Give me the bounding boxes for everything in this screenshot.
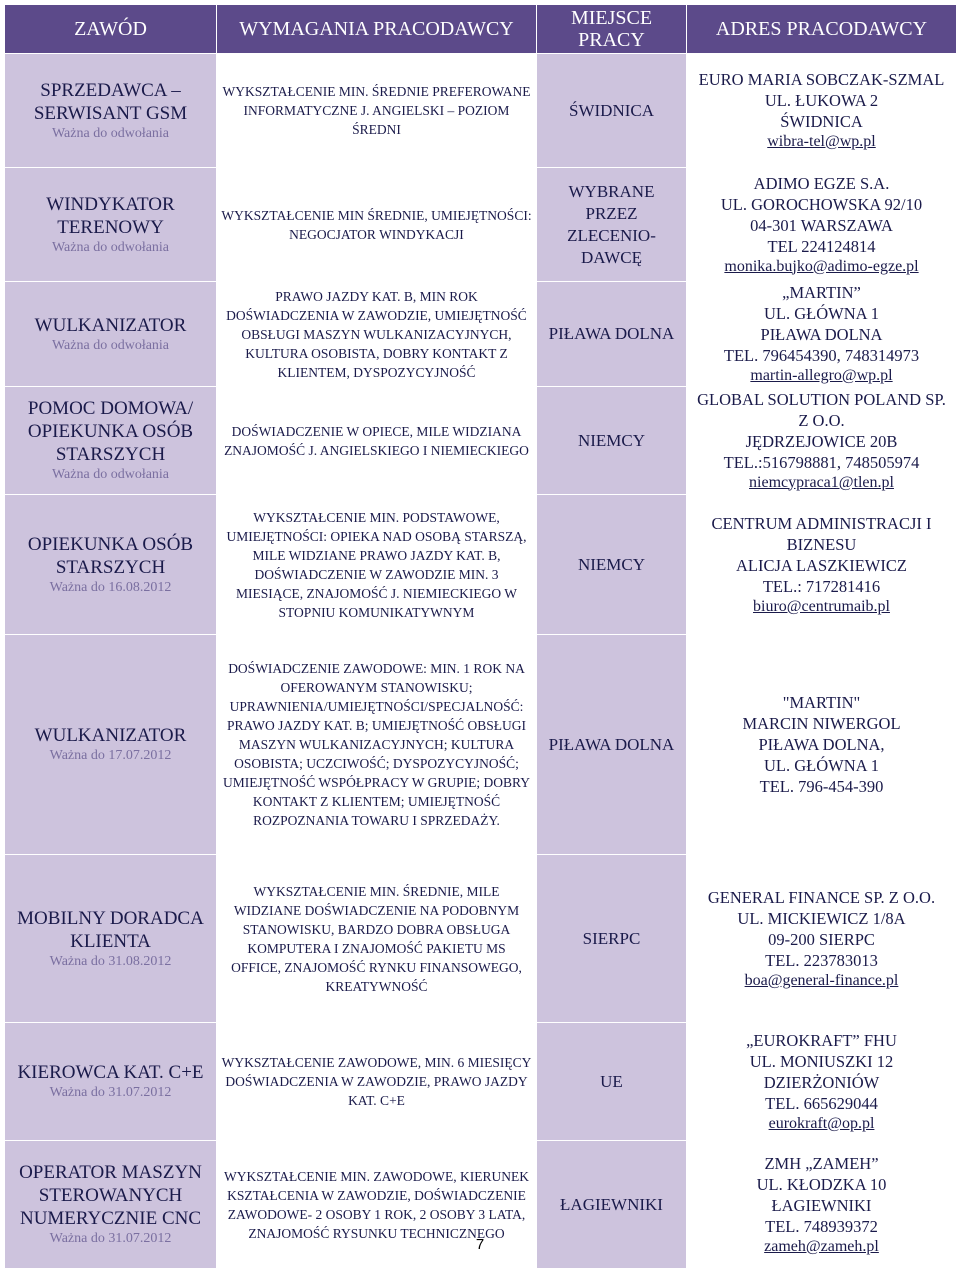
employer-line: TEL. 665629044 xyxy=(765,1093,878,1113)
employer-line: TEL. 796-454-390 xyxy=(759,777,884,796)
header-job: ZAWÓD xyxy=(5,5,217,54)
employer-line: TEL. 748939372 xyxy=(765,1216,878,1236)
employer-line: UL. ŁUKOWA 2 xyxy=(764,91,879,110)
employer-line: ADIMO EGZE S.A. xyxy=(753,173,890,193)
employer-cell xyxy=(687,387,957,495)
employer-line: „MARTIN” xyxy=(782,283,861,302)
location-text: WYBRANE PRZEZ ZLECENIO-DAWCĘ xyxy=(567,181,656,267)
validity-note: Ważna do 31.07.2012 xyxy=(49,1231,172,1246)
validity-note: Ważna do odwołania xyxy=(51,239,170,255)
requirements-cell xyxy=(217,855,537,1023)
job-title: POMOC DOMOWA/ OPIEKUNKA OSÓB STARSZYCH xyxy=(27,398,194,465)
requirement-text: WYKSZTAŁCENIE ZAWODOWE, MIN. 6 MIESIĘCY DOŚWIADCZENIA W ZAWODZIE, PRAWO JAZDY KAT. C+E xyxy=(221,1055,532,1108)
table-header-row xyxy=(5,5,957,54)
job-cell xyxy=(5,1141,217,1269)
job-title: OPERATOR MASZYN STEROWANYCH NUMERYCZNIE CNC xyxy=(19,1162,202,1229)
location-text: SIERPC xyxy=(582,928,641,948)
employer-line: PIŁAWA DOLNA xyxy=(760,325,883,344)
employer-line: TEL. 796454390, 748314973 xyxy=(723,346,920,365)
location-text: ŁAGIEWNIKI xyxy=(560,1194,663,1214)
validity-note: Ważna do 16.08.2012 xyxy=(49,579,172,595)
job-title: WULKANIZATOR xyxy=(34,725,187,746)
table-row xyxy=(5,635,957,855)
location-text: PIŁAWA DOLNA xyxy=(548,734,675,754)
employer-line: UL. MONIUSZKI 12 xyxy=(749,1051,894,1071)
employer-cell xyxy=(687,855,957,1023)
location-text: UE xyxy=(600,1071,623,1091)
employer-email-link[interactable]: martin-allegro@wp.pl xyxy=(750,367,893,384)
employer-line: 09-200 SIERPC xyxy=(768,929,875,949)
location-text: NIEMCY xyxy=(577,430,646,450)
validity-note: Ważna do 31.07.2012 xyxy=(49,1085,172,1100)
location-cell xyxy=(537,855,687,1023)
employer-cell xyxy=(687,495,957,635)
employer-line: ALICJA LASZKIEWICZ xyxy=(736,555,907,575)
employer-line: UL. KŁODZKA 10 xyxy=(756,1174,887,1194)
employer-line: JĘDRZEJOWICE 20B xyxy=(745,431,898,451)
job-title: WULKANIZATOR xyxy=(34,314,187,336)
validity-note: Ważna do odwołania xyxy=(51,125,170,141)
employer-cell xyxy=(687,54,957,168)
employer-line: UL. MICKIEWICZ 1/8A xyxy=(737,908,906,928)
employer-email-link[interactable]: wibra-tel@wp.pl xyxy=(767,133,876,150)
location-cell xyxy=(537,54,687,168)
job-cell xyxy=(5,54,217,168)
job-cell xyxy=(5,1023,217,1141)
location-cell xyxy=(537,495,687,635)
job-title: KIEROWCA KAT. C+E xyxy=(17,1062,204,1083)
job-cell xyxy=(5,387,217,495)
employer-line: CENTRUM ADMINISTRACJI I BIZNESU xyxy=(711,513,932,554)
employer-line: MARCIN NIWERGOL xyxy=(742,714,901,733)
location-cell xyxy=(537,1141,687,1269)
location-text: PIŁAWA DOLNA xyxy=(548,324,675,343)
employer-email-link[interactable]: eurokraft@op.pl xyxy=(768,1114,875,1132)
employer-line: 04-301 WARSZAWA xyxy=(750,215,893,235)
employer-line: TEL.:516798881, 748505974 xyxy=(723,452,920,472)
employer-line: TEL 224124814 xyxy=(767,236,876,256)
employer-email-link[interactable]: boa@general-finance.pl xyxy=(744,971,899,989)
employer-cell xyxy=(687,282,957,387)
requirement-text: DOŚWIADCZENIE ZAWODOWE: MIN. 1 ROK NA OFEROWANYM STANOWISKU; UPRAWNIENIA/UMIEJĘTNOŚCI/SPECJALNOŚĆ: PRAWO JAZDY KAT. B; UMIEJĘTNOŚĆ OBSŁUGI MASZYN WULKANIZACYJNYCH; KULTURA OSOBISTA; UCZCIWOŚĆ; DYSPOZYCYJNOŚĆ; UMIEJĘTNOŚĆ WSPÓŁPRACY W GRUPIE; DOBRY KONTAKT Z KLIENTEM; UMIEJĘTNOŚĆ ROZPOZNANIA TOWARU I SPRZEDAŻY. xyxy=(222,661,531,828)
job-cell xyxy=(5,635,217,855)
location-cell xyxy=(537,387,687,495)
table-row xyxy=(5,855,957,1023)
requirement-text: WYKSZTAŁCENIE MIN ŚREDNIE, UMIEJĘTNOŚCI: NEGOCJATOR WINDYKACJI xyxy=(221,207,532,242)
validity-note: Ważna do 17.07.2012 xyxy=(49,748,172,763)
job-cell xyxy=(5,495,217,635)
employer-line: DZIERŻONIÓW xyxy=(763,1072,880,1092)
employer-line: GENERAL FINANCE SP. Z O.O. xyxy=(707,887,936,907)
job-cell xyxy=(5,855,217,1023)
employer-line: ŚWIDNICA xyxy=(780,112,863,131)
job-title: WINDYKATOR TERENOWY xyxy=(46,193,175,238)
table-row xyxy=(5,1023,957,1141)
job-offers-table xyxy=(4,4,957,1269)
job-title: OPIEKUNKA OSÓB STARSZYCH xyxy=(27,533,194,578)
location-cell xyxy=(537,635,687,855)
employer-email-link[interactable]: zameh@zameh.pl xyxy=(764,1237,879,1255)
employer-cell xyxy=(687,1023,957,1141)
job-title: SPRZEDAWCA – SERWISANT GSM xyxy=(33,79,188,124)
header-location: MIEJSCE PRACY xyxy=(537,5,687,54)
employer-line: TEL.: 717281416 xyxy=(762,576,881,596)
employer-line: TEL. 223783013 xyxy=(765,950,878,970)
job-cell xyxy=(5,282,217,387)
requirements-cell xyxy=(217,282,537,387)
employer-line: UL. GOROCHOWSKA 92/10 xyxy=(720,194,923,214)
table-row xyxy=(5,282,957,387)
table-row xyxy=(5,387,957,495)
requirements-cell xyxy=(217,54,537,168)
location-cell xyxy=(537,168,687,282)
job-title: MOBILNY DORADCA KLIENTA xyxy=(17,907,204,952)
table-row xyxy=(5,168,957,282)
requirement-text: DOŚWIADCZENIE W OPIECE, MILE WIDZIANA ZNAJOMOŚĆ J. ANGIELSKIEGO I NIEMIECKIEGO xyxy=(224,423,529,458)
employer-email-link[interactable]: niemcypraca1@tlen.pl xyxy=(749,473,894,491)
requirements-cell xyxy=(217,168,537,282)
requirement-text: WYKSZTAŁCENIE MIN. PODSTAWOWE, UMIEJĘTNOŚCI: OPIEKA NAD OSOBĄ STARSZĄ, MILE WIDZIANE PRAWO JAZDY KAT. B, DOŚWIADCZENIE W ZAWODZIE MIN. 3 MIESIĄCE, ZNAJOMOŚĆ J. NIEMIECKIEGO W STOPNIU KOMUNIKATYWNYM xyxy=(226,509,527,620)
employer-email-link[interactable]: monika.bujko@adimo-egze.pl xyxy=(724,257,919,275)
employer-line: „EUROKRAFT” FHU xyxy=(746,1030,897,1050)
header-requirements: WYMAGANIA PRACODAWCY xyxy=(217,5,537,54)
page-number: 7 xyxy=(475,1236,485,1253)
employer-line: ZMH „ZAMEH” xyxy=(764,1153,879,1173)
employer-email-link[interactable]: biuro@centrumaib.pl xyxy=(753,597,890,615)
validity-note: Ważna do odwołania xyxy=(51,467,170,482)
employer-line: "MARTIN" xyxy=(782,693,861,712)
requirement-text: WYKSZTAŁCENIE MIN. ZAWODOWE, KIERUNEK KSZTAŁCENIA W ZAWODZIE, DOŚWIADCZENIE ZAWODOWE- 2 OSOBY 1 ROK, 2 OSOBY 3 LATA, ZNAJOMOŚĆ RYSUNKU TECHNICZNEGO xyxy=(224,1168,529,1241)
requirements-cell xyxy=(217,635,537,855)
requirements-cell xyxy=(217,1023,537,1141)
header-employer: ADRES PRACODAWCY xyxy=(687,5,957,54)
employer-cell xyxy=(687,1141,957,1269)
location-text: NIEMCY xyxy=(577,554,646,574)
location-cell xyxy=(537,282,687,387)
employer-line: ŁAGIEWNIKI xyxy=(771,1195,872,1215)
employer-line: PIŁAWA DOLNA, xyxy=(758,735,885,754)
requirements-cell xyxy=(217,387,537,495)
employer-cell xyxy=(687,168,957,282)
job-cell xyxy=(5,168,217,282)
table-row xyxy=(5,54,957,168)
employer-line: GLOBAL SOLUTION POLAND SP. Z O.O. xyxy=(697,389,946,430)
employer-cell xyxy=(687,635,957,855)
location-text: ŚWIDNICA xyxy=(569,100,654,120)
requirement-text: PRAWO JAZDY KAT. B, MIN ROK DOŚWIADCZENIA W ZAWODZIE, UMIEJĘTNOŚĆ OBSŁUGI MASZYN WULKANIZACYJNYCH, KULTURA OSOBISTA, DOBRY KONTAKT Z KLIENTEM, DYSPOZYCYJNOŚĆ xyxy=(226,288,527,380)
requirements-cell xyxy=(217,495,537,635)
validity-note: Ważna do 31.08.2012 xyxy=(49,953,172,969)
location-cell xyxy=(537,1023,687,1141)
requirement-text: WYKSZTAŁCENIE MIN. ŚREDNIE PREFEROWANE INFORMATYCZNE J. ANGIELSKI – POZIOM ŚREDNI xyxy=(222,84,531,137)
requirement-text: WYKSZTAŁCENIE MIN. ŚREDNIE, MILE WIDZIANE DOŚWIADCZENIE NA PODOBNYM STANOWISKU, BARDZO DOBRA OBSŁUGA KOMPUTERA I ZNAJOMOŚĆ PAKIETU MS OFFICE, ZNAJOMOŚĆ RYNKU FINANSOWEGO, KREATYWNOŚĆ xyxy=(231,883,522,994)
table-row xyxy=(5,495,957,635)
employer-line: UL. GŁÓWNA 1 xyxy=(763,756,880,775)
employer-line: UL. GŁÓWNA 1 xyxy=(763,304,880,323)
validity-note: Ważna do odwołania xyxy=(51,337,170,353)
employer-line: EURO MARIA SOBCZAK-SZMAL xyxy=(698,70,945,89)
